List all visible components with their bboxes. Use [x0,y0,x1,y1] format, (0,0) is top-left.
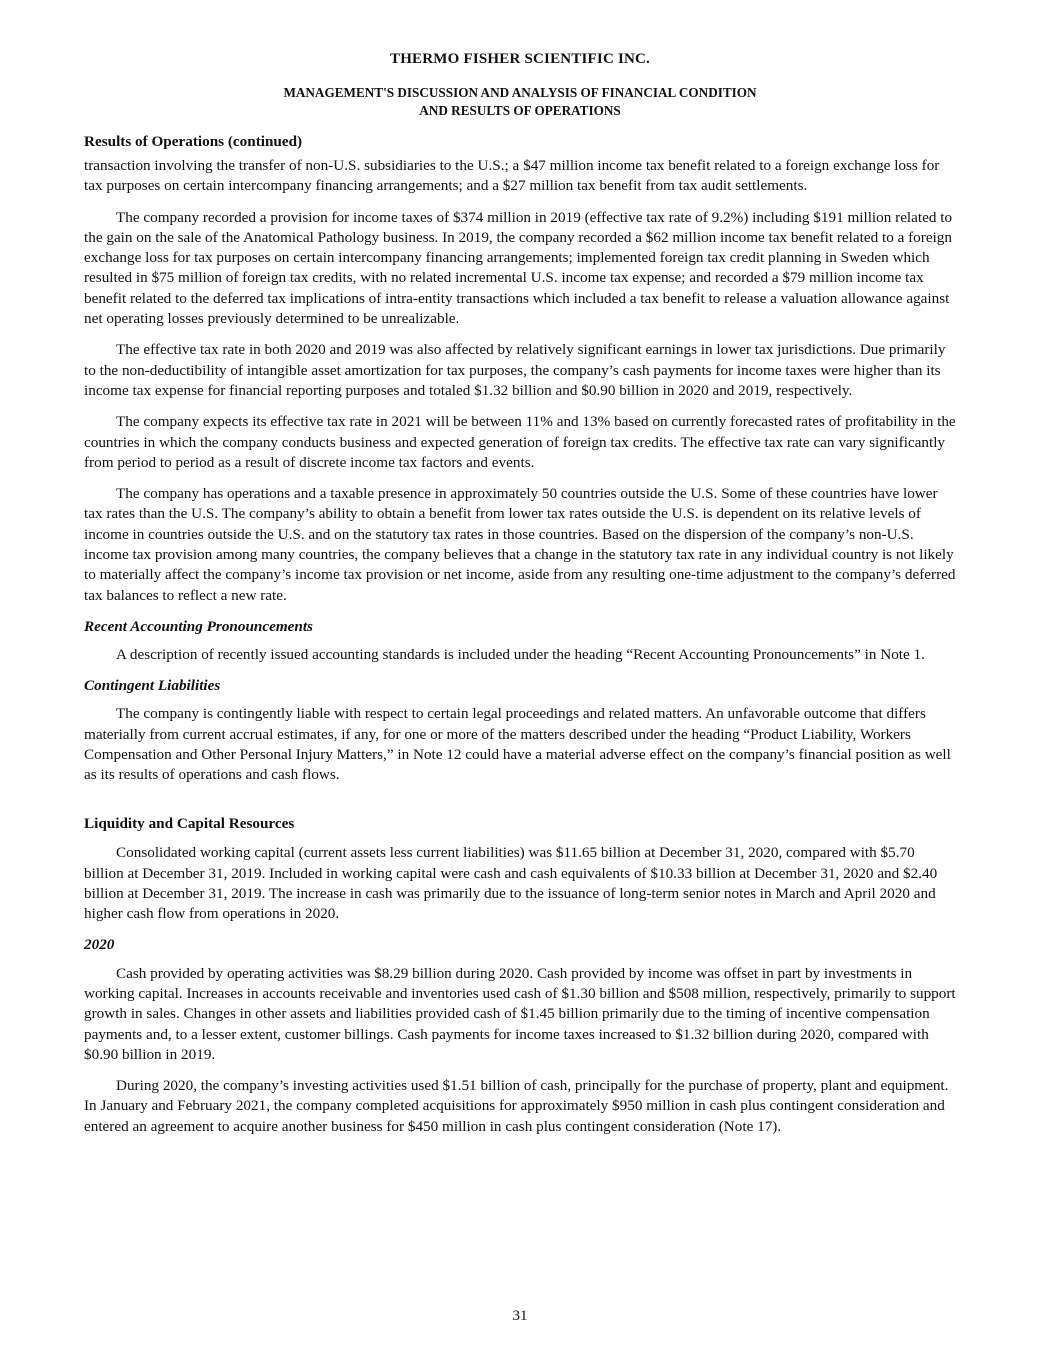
results-paragraph-5: The company has operations and a taxable presence in approximately 50 countries outside the U.S. Some of these countries have lower tax rates than the U.S. The company’s ability to obtain a benefit from lower tax rates outside the U.S. is dependent on its relative levels of income in countries outside the U.S. and on the statutory tax rates in those countries. Based on the dispersion of the company’s non-U.S. income tax provision among many countries, the company believes that a change in the statutory tax rate in any individual country is not likely to materially affect the company’s income tax provision or net income, aside from any resulting one-time adjustment to the company’s deferred tax balances to reflect a new rate. [84,485,956,604]
liquidity-paragraph: Consolidated working capital (current assets less current liabilities) was $11.65 billion at December 31, 2020, compared with $5.70 billion at December 31, 2019. Included in working capital were cash and cash equivalents of $10.33 billion at December 31, 2020 and $2.40 billion at December 31, 2019. The increase in cash was primarily due to the issuance of long-term senior notes in March and April 2020 and higher cash flow from operations in 2020. [84,844,938,923]
recent-accounting-paragraph: A description of recently issued accounting standards is included under the heading “Recent Accounting Pronouncements” in Note 1. [116,645,925,663]
report-subtitle-line2: AND RESULTS OF OPERATIONS [419,103,621,118]
year-2020-paragraph-1: Cash provided by operating activities was $8.29 billion during 2020. Cash provided by income was offset in part by investments in working capital. Increases in accounts receivable and inventories used cash of $1.30 billion and $508 million, respectively, primarily to support growth in sales. Changes in other assets and liabilities provided cash of $1.45 billion primarily due to the timing of incentive compensation payments and, to a lesser extent, customer billings. Cash payments for income taxes increased to $1.32 billion during 2020, compared with $0.90 billion in 2019. [84,964,956,1063]
contingent-liabilities-paragraph: The company is contingently liable with respect to certain legal proceedings and related matters. An unfavorable outcome that differs materially from current accrual estimates, if any, for one or more of the matters described under the heading “Product Liability, Workers Compensation and Other Personal Injury Matters,” in Note 12 could have a material adverse effect on the company’s financial position as well as its results of operations and cash flows. [84,705,951,784]
results-paragraph-1: transaction involving the transfer of non-U.S. subsidiaries to the U.S.; a $47 million income tax benefit related to a foreign exchange loss for tax purposes on certain intercompany financing arrangements; and a $27 million tax benefit from tax audit settlements. [84,157,940,195]
document-page [84,50,956,1137]
results-paragraph-2: The company recorded a provision for income taxes of $374 million in 2019 (effective tax rate of 9.2%) including $191 million related to the gain on the sale of the Anatomical Pathology business. In 2019, the company recorded a $62 million income tax benefit related to a foreign exchange loss for tax purposes on certain intercompany financing arrangements; implemented foreign tax credit planning in Sweden which resulted in $75 million of foreign tax credits, with no related incremental U.S. income tax expense; and recorded a $79 million income tax benefit related to the deferred tax implications of intra-entity transactions which included a tax benefit to release a valuation allowance against net operating losses previously determined to be unrealizable. [84,208,953,328]
report-subtitle-line1: MANAGEMENT'S DISCUSSION AND ANALYSIS OF FINANCIAL CONDITION [283,85,757,100]
page-number: 31 [512,1308,528,1324]
liquidity-heading: Liquidity and Capital Resources [84,815,295,833]
results-heading: Results of Operations (continued) [84,133,303,150]
company-name: THERMO FISHER SCIENTIFIC INC. [389,51,650,67]
year-2020-heading: 2020 [84,935,115,953]
results-paragraph-3: The effective tax rate in both 2020 and 2019 was also affected by relatively significant earnings in lower tax jurisdictions. Due primarily to the non-deductibility of intangible asset amortization for tax purposes, the company’s cash payments for income taxes were higher than its income tax expense for financial reporting purposes and totaled $1.32 billion and $0.90 billion in 2020 and 2019, respectively. [84,341,946,399]
year-2020-paragraph-2: During 2020, the company’s investing activities used $1.51 billion of cash, principally for the purchase of property, plant and equipment. In January and February 2021, the company completed acquisitions for approximately $950 million in cash plus contingent consideration and entered an agreement to acquire another business for $450 million in cash plus contingent consideration (Note 17). [84,1077,949,1135]
contingent-liabilities-heading: Contingent Liabilities [84,677,221,695]
recent-accounting-heading: Recent Accounting Pronouncements [84,617,313,635]
results-paragraph-4: The company expects its effective tax rate in 2021 will be between 11% and 13% based on currently forecasted rates of profitability in the countries in which the company conducts business and expected generation of foreign tax credits. The effective tax rate can vary significantly from period to period as a result of discrete income tax factors and events. [84,413,956,471]
